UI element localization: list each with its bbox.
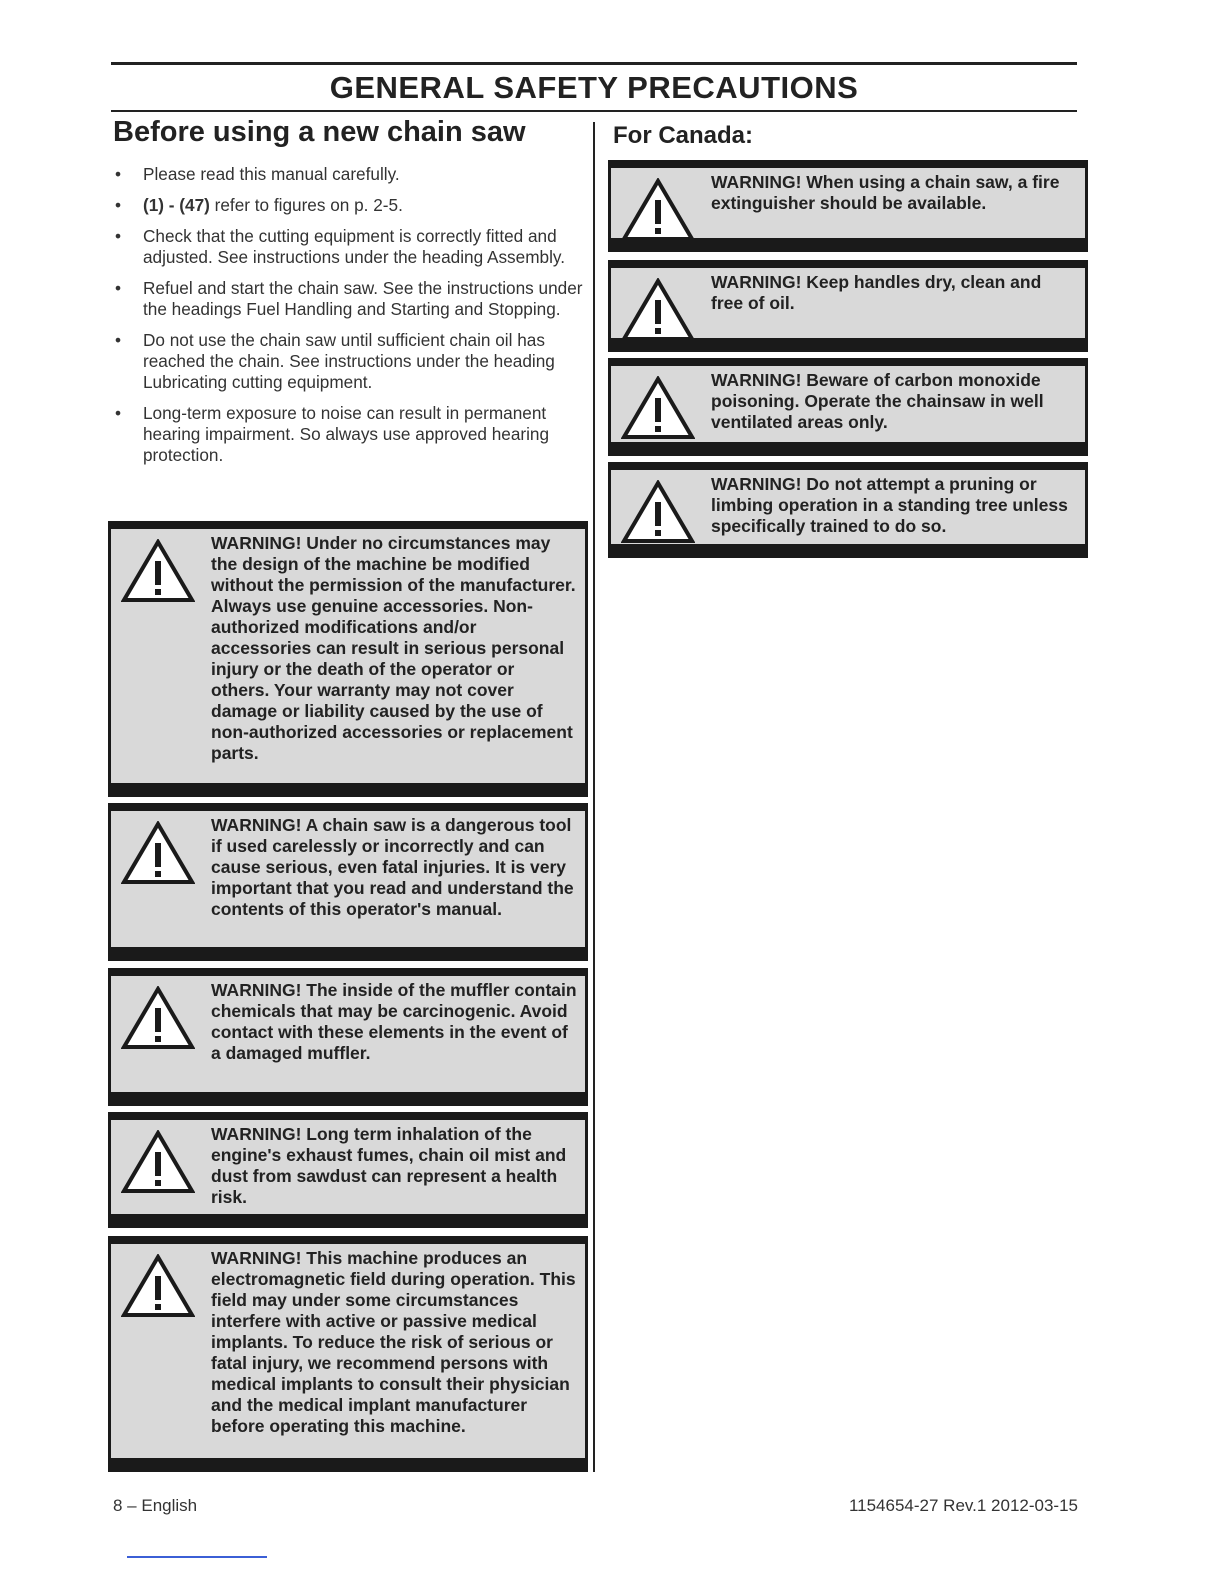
list-item: • Long-term exposure to noise can result in permanent hearing impairment. So always use approved hearing protection. [115,403,550,465]
header-bottom-rule [111,110,1077,112]
list-item: • Check that the cutting equipment is correctly fitted and adjusted. See instructions under the heading Assembly. [115,226,565,267]
warning-triangle-icon [621,178,695,242]
warning-triangle-icon [621,278,695,342]
warning-triangle-icon [121,1130,195,1194]
warning-box-handles [608,260,1088,352]
warning-text: WARNING! Long term inhalation of the engine's exhaust fumes, chain oil mist and dust from sawdust can represent a health risk. [211,1124,567,1207]
warning-triangle-icon [121,539,195,603]
section-heading-before-using: Before using a new chain saw [113,116,526,148]
warning-text: WARNING! When using a chain saw, a fire extinguisher should be available. [711,172,1060,213]
warning-text: WARNING! Do not attempt a pruning or limbing operation in a standing tree unless specifically trained to do so. [711,474,1068,536]
warning-box-carbon-monoxide [608,358,1088,456]
warning-text: WARNING! A chain saw is a dangerous tool if used carelessly or incorrectly and can cause serious, even fatal injuries. It is very important that you read and understand the contents of this operator's manual. [211,815,574,919]
precautions-list [113,164,583,476]
warning-box-fire-extinguisher [608,160,1088,252]
list-item: • (1) - (47) refer to figures on p. 2-5. [115,195,403,215]
warning-triangle-icon [621,480,695,544]
warning-box-electromagnetic [108,1236,588,1472]
warning-text: WARNING! This machine produces an electromagnetic field during operation. This field may under some circumstances interfere with active or passive medical implants. To reduce the risk of serious or fatal injury, we recommend persons with medical implants to consult their physician and the medical implant manufacturer before operating this machine. [211,1248,576,1436]
document-reference: 1154654-27 Rev.1 2012-03-15 [848,1496,1078,1515]
page-number: 8 – English [113,1496,198,1515]
list-item: • Refuel and start the chain saw. See the instructions under the headings Fuel Handling and Starting and Stopping. [115,278,583,319]
list-item: • Do not use the chain saw until sufficient chain oil has reached the chain. See instructions under the heading Lubricating cutting equipment. [115,330,555,392]
list-item: • Please read this manual carefully. [115,164,400,184]
section-heading-canada: For Canada: [613,122,754,149]
warning-text: WARNING! Keep handles dry, clean and free of oil. [711,272,1042,313]
warning-triangle-icon [621,376,695,440]
warning-box-muffler [108,968,588,1106]
footer-rule [127,1556,267,1558]
warning-box-exhaust [108,1112,588,1228]
column-divider [593,122,595,1472]
warning-box-dangerous-tool [108,803,588,961]
warning-triangle-icon [121,821,195,885]
warning-text: WARNING! Beware of carbon monoxide poisoning. Operate the chainsaw in well ventilated areas only. [711,370,1044,432]
warning-box-pruning [608,462,1088,558]
warning-triangle-icon [121,986,195,1050]
warning-text: WARNING! Under no circumstances may the design of the machine be modified without the permission of the manufacturer. Always use genuine accessories. Non-authorized modifications and/or accessories can result in serious personal injury or the death of the operator or others. Your warranty may not cover damage or liability caused by the use of non-authorized accessories or replacement parts. [211,533,576,763]
header-top-rule [111,62,1077,65]
warning-box-modification [108,521,588,797]
warning-triangle-icon [121,1254,195,1318]
page-title: GENERAL SAFETY PRECAUTIONS [329,70,859,105]
warning-text: WARNING! The inside of the muffler contain chemicals that may be carcinogenic. Avoid contact with these elements in the event of a damaged muffler. [211,980,577,1063]
